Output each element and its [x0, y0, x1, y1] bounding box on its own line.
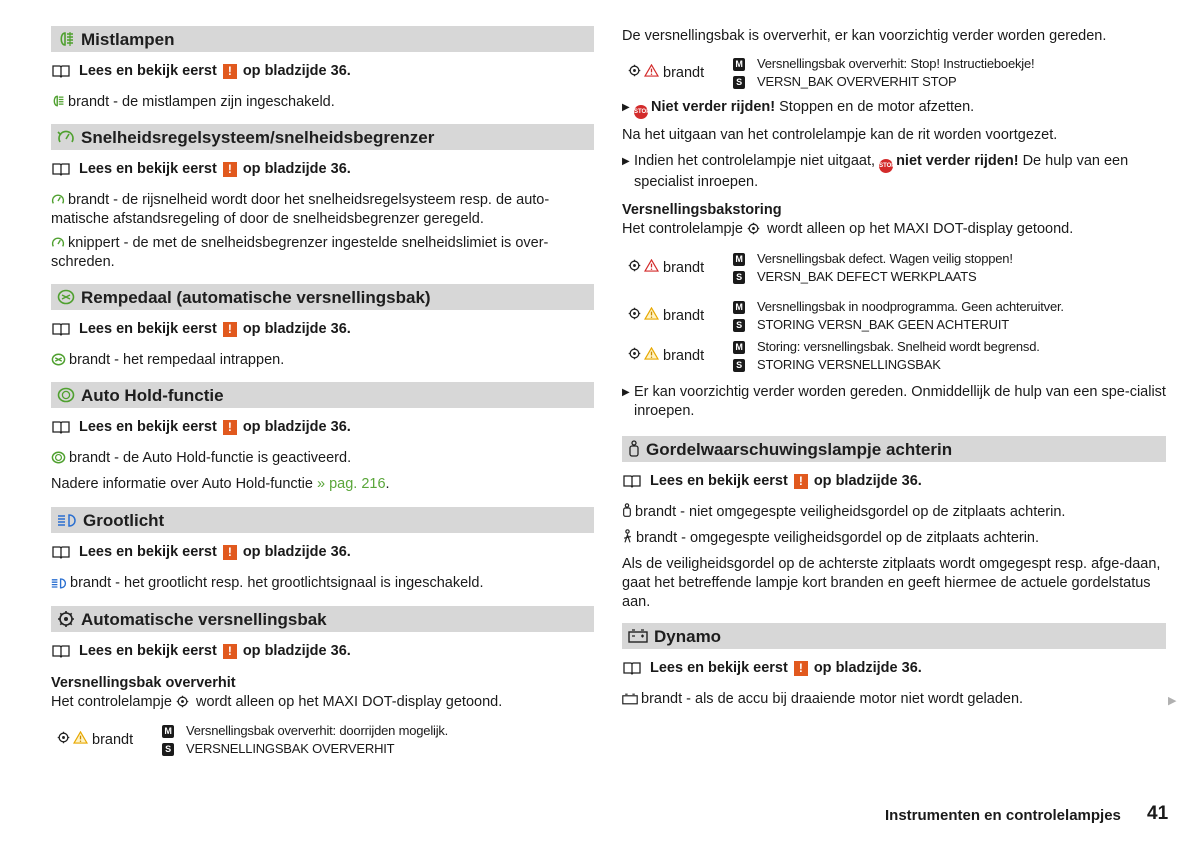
- stop-icon: STOP: [634, 105, 648, 119]
- paragraph: Het controlelampje wordt alleen op het MAXI DOT-display getoond.: [622, 221, 1074, 237]
- gearbox-icon: [628, 347, 641, 366]
- warning-icon: !: [223, 545, 237, 560]
- paragraph: brandt - niet omgegespte veiligheidsgordel op de zitplaats achterin.: [622, 503, 1166, 522]
- bullet-arrow-icon: ▶: [622, 387, 630, 398]
- display-message: brandt M Versnellingsbak oververhit: Stop! Instructieboekje! S VERSN_BAK OVERVERHIT STOP: [622, 55, 1166, 91]
- warning-icon: !: [223, 64, 237, 79]
- book-icon: [51, 322, 71, 336]
- bullet-item: ▶ STOPNiet verder rijden! Stoppen en de motor afzetten.: [622, 98, 1166, 119]
- paragraph: knippert - de met de snelheidsbegrenzer ingestelde snelheidslimiet is over-schreden.: [51, 235, 549, 270]
- seatbelt-unfastened-icon: [622, 503, 632, 518]
- reference-line: Lees en bekijk eerst ! op bladzijde 36.: [51, 61, 594, 81]
- section-header-grootlicht: [51, 507, 594, 533]
- seatbelt-fastened-icon: [622, 529, 633, 544]
- display-message: brandt M Versnellingsbak defect. Wagen veilig stoppen! S VERSN_BAK DEFECT WERKPLAATS: [622, 250, 1166, 286]
- warning-triangle-yellow-icon: [644, 307, 659, 326]
- battery-icon: [622, 693, 638, 705]
- paragraph: De versnellingsbak is oververhit, er kan voorzichtig verder worden gereden.: [622, 28, 1107, 44]
- page-link[interactable]: » pag. 216: [316, 476, 386, 492]
- auto-hold-icon: [51, 451, 66, 464]
- gearbox-icon: [57, 731, 70, 750]
- segment-display-marker: S: [733, 319, 745, 332]
- speedometer-icon: [57, 129, 75, 145]
- warning-triangle-yellow-icon: [73, 731, 88, 750]
- speedometer-icon: [51, 193, 65, 206]
- section-title: Auto Hold-functie: [81, 385, 224, 405]
- right-column: [622, 26, 1166, 709]
- subheading: Versnellingsbak oververhit: [51, 675, 236, 691]
- auto-hold-icon: [57, 387, 75, 403]
- section-title: Gordelwaarschuwingslampje achterin: [646, 439, 953, 459]
- section-title: Mistlampen: [81, 29, 175, 49]
- fog-light-icon: [51, 94, 65, 108]
- reference-line: Lees en bekijk eerst ! op bladzijde 36.: [51, 417, 594, 437]
- display-message: brandt M Versnellingsbak in noodprogramma. Geen achteruitver. S STORING VERSN_BAK GEEN ACHTERUIT: [622, 298, 1166, 334]
- section-header-autohold: [51, 382, 594, 408]
- paragraph: brandt - het grootlicht resp. het grootlichtsignaal is ingeschakeld.: [51, 574, 594, 593]
- warning-icon: !: [223, 420, 237, 435]
- paragraph: Na het uitgaan van het controlelampje kan de rit worden voortgezet.: [622, 127, 1058, 143]
- reference-line: Lees en bekijk eerst ! op bladzijde 36.: [622, 471, 1166, 491]
- subheading: Versnellingsbakstoring: [622, 202, 782, 218]
- left-column: [51, 26, 594, 758]
- warning-icon: !: [223, 322, 237, 337]
- paragraph: Het controlelampje wordt alleen op het MAXI DOT-display getoond.: [51, 694, 503, 710]
- display-message: brandt M Versnellingsbak oververhit: doorrijden mogelijk. S VERSNELLINGSBAK OVERVERHIT: [51, 722, 594, 758]
- paragraph: brandt - het rempedaal intrappen.: [51, 351, 594, 370]
- speedometer-icon: [51, 236, 65, 249]
- section-title: Grootlicht: [83, 510, 165, 530]
- reference-line: Lees en bekijk eerst ! op bladzijde 36.: [51, 319, 594, 339]
- segment-display-marker: S: [162, 743, 174, 756]
- paragraph: brandt - omgegespte veiligheidsgordel op de zitplaats achterin.: [622, 529, 1166, 548]
- paragraph: Als de veiligheidsgordel op de achterste zitplaats wordt omgegespt resp. afge-daan, gaat het betreffende lampje kort branden en geeft hiermee de actuele gordelstatus aan.: [622, 556, 1161, 610]
- maxi-dot-marker: M: [733, 58, 745, 71]
- maxi-dot-marker: M: [733, 253, 745, 266]
- warning-triangle-red-icon: [644, 259, 659, 278]
- brake-pedal-icon: [57, 289, 75, 305]
- segment-display-marker: S: [733, 271, 745, 284]
- reference-line: Lees en bekijk eerst ! op bladzijde 36.: [622, 658, 1166, 678]
- reference-line: Lees en bekijk eerst ! op bladzijde 36.: [51, 542, 594, 562]
- maxi-dot-marker: M: [733, 301, 745, 314]
- warning-icon: !: [794, 474, 808, 489]
- segment-display-marker: S: [733, 359, 745, 372]
- warning-icon: !: [794, 661, 808, 676]
- brake-pedal-icon: [51, 353, 66, 366]
- gearbox-icon: [628, 307, 641, 326]
- gearbox-icon: [628, 259, 641, 278]
- gearbox-icon: [628, 64, 641, 83]
- gearbox-icon: [747, 222, 760, 235]
- paragraph: brandt - de rijsnelheid wordt door het snelheidsregelsysteem resp. de auto-matische afstandsregeling of door de snelheidsbegrenzer geregeld.: [51, 192, 550, 227]
- maxi-dot-marker: M: [733, 341, 745, 354]
- bullet-item: ▶ Er kan voorzichtig verder worden gereden. Onmiddellijk de hulp van een spe-cialist inroepen.: [622, 384, 1166, 419]
- book-icon: [622, 661, 642, 675]
- continue-arrow-icon: ▶: [1168, 695, 1177, 707]
- stop-icon: STOP: [879, 159, 893, 173]
- fog-light-icon: [57, 31, 75, 47]
- book-icon: [51, 420, 71, 434]
- paragraph: Nadere informatie over Auto Hold-functie » pag. 216.: [51, 476, 390, 492]
- book-icon: [622, 474, 642, 488]
- reference-line: Lees en bekijk eerst ! op bladzijde 36.: [51, 159, 594, 179]
- seatbelt-icon: [628, 440, 640, 458]
- section-title: Snelheidsregelsysteem/snelheidsbegrenzer: [81, 127, 435, 147]
- paragraph: brandt - als de accu bij draaiende motor niet wordt geladen.: [622, 690, 1166, 709]
- warning-triangle-red-icon: [644, 64, 659, 83]
- maxi-dot-marker: M: [162, 725, 174, 738]
- warning-icon: !: [223, 162, 237, 177]
- section-title: Dynamo: [654, 626, 722, 646]
- section-title: Rempedaal (automatische versnellingsbak): [81, 287, 431, 307]
- section-header-gordel: [622, 436, 1166, 462]
- section-header-rempedaal: [51, 284, 594, 310]
- bullet-arrow-icon: ▶: [622, 156, 630, 167]
- section-header-snelheid: [51, 124, 594, 150]
- reference-line: Lees en bekijk eerst ! op bladzijde 36.: [51, 641, 594, 661]
- page-number: 41: [1147, 803, 1169, 824]
- bullet-arrow-icon: ▶: [622, 102, 630, 113]
- section-header-automaat: [51, 606, 594, 632]
- footer-title: Instrumenten en controlelampjes: [885, 807, 1121, 824]
- section-header-mistlampen: [51, 26, 594, 52]
- high-beam-icon: [57, 513, 77, 527]
- section-title: Automatische versnellingsbak: [81, 609, 327, 629]
- segment-display-marker: S: [733, 76, 745, 89]
- battery-icon: [628, 629, 648, 643]
- book-icon: [51, 644, 71, 658]
- book-icon: [51, 64, 71, 78]
- book-icon: [51, 162, 71, 176]
- book-icon: [51, 545, 71, 559]
- section-header-dynamo: [622, 623, 1166, 649]
- gearbox-icon: [176, 695, 189, 708]
- paragraph: brandt - de Auto Hold-functie is geactiveerd.: [51, 449, 594, 468]
- gearbox-icon: [57, 610, 75, 628]
- high-beam-icon: [51, 577, 67, 589]
- paragraph: brandt - de mistlampen zijn ingeschakeld.: [51, 93, 594, 112]
- bullet-item: ▶ Indien het controlelampje niet uitgaat, STOPniet verder rijden! De hulp van een specialist inroepen.: [622, 153, 1129, 190]
- display-message: brandt M Storing: versnellingsbak. Snelheid wordt begrensd. S STORING VERSNELLINGSBAK: [622, 338, 1166, 374]
- warning-triangle-yellow-icon: [644, 347, 659, 366]
- warning-icon: !: [223, 644, 237, 659]
